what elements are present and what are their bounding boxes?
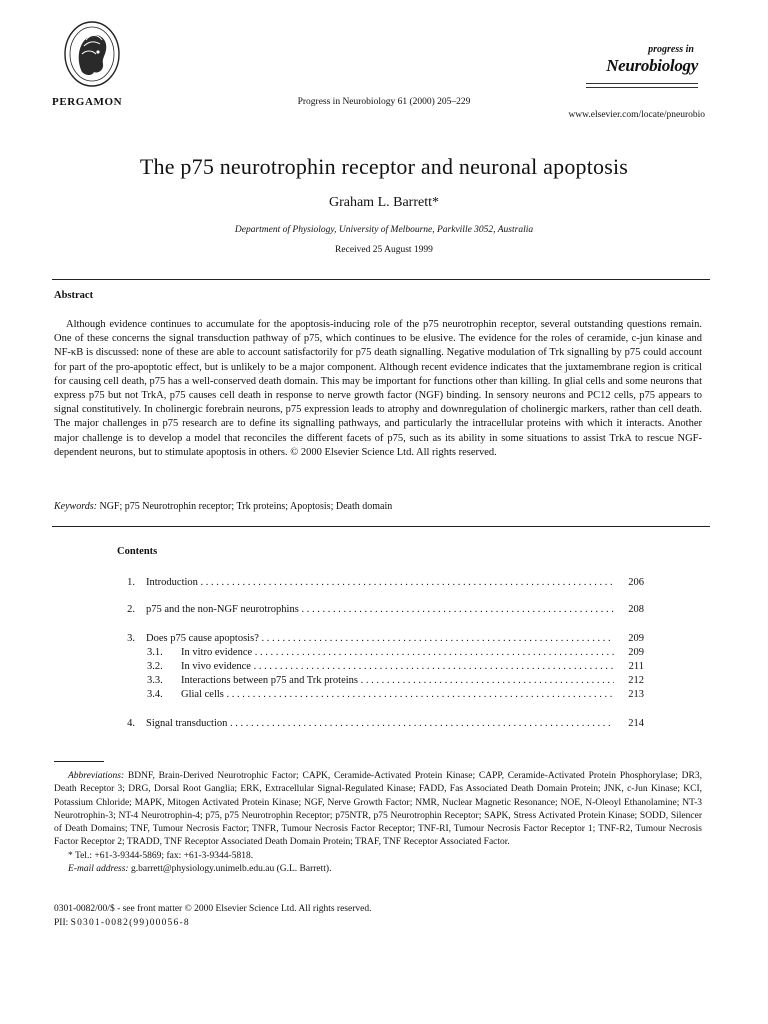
toc-number: 3.1. [147,647,163,658]
keywords-label: Keywords: [54,501,97,512]
journal-brand-logo [578,44,698,104]
toc-entry[interactable] [117,603,644,617]
journal-url: www.elsevier.com/locate/pneurobio [568,110,705,120]
toc-label: p75 and the non-NGF neurotrophins . . . [146,603,614,617]
pii-label: PII: [54,917,69,928]
received-date: Received 25 August 1999 [335,245,433,255]
toc-number: 2. [127,604,135,615]
abbreviations-text: BDNF, Brain-Derived Neurotrophic Factor; CAPK, Ceramide-Activated Protein Kinase; CAPP, Ceramide-Activated Protein Phosphorylase; DR3, Death Receptor 3; DRG, Dorsal Root Ganglia; ERK, Extracellular Signal-Regulated Kinase; FADD, Fas Associated Death Domain Protein; JNK, c-Jun Kinase; KCI, Potassium Chloride; MAPK, Mitogen Activated Protein Kinase; NGF, Nerve Growth Factor; NMR, Nuclear Magnetic Resonance; NOE, N-Oleoyl Ethanolamine; NT-3 Neurotrophin-3; NT-4 Neurotrophin-4; p75, p75 Neurotrophin Receptor; p75NTR, p75 Neurotrophin Receptor; SAPK, Stress Activated Protein Kinase; SODD, Silencer of Death Domains; TNF, Tumour Necrosis Factor; TNFR, Tumour Necrosis Factor Receptor; TNF-RI, Tumour Necrosis Factor Receptor 1; TNF-R2, Tumour Necrosis Factor Receptor 2; TRADD, TNF Receptor Associated Death Domain Protein; TRAF, TNF Receptor Associated Factor. [54,771,703,848]
toc-entry[interactable] [117,632,644,646]
toc-page: 211 [620,660,644,674]
toc-page: 209 [620,632,644,646]
toc-subentry[interactable] [117,646,644,660]
divider-middle [52,526,710,527]
footnote-block [54,770,702,876]
toc-number: 4. [127,718,135,729]
toc-label: Introduction . . . [146,576,614,590]
toc-page: 206 [620,576,644,590]
copyright-block [54,903,371,930]
toc-entry[interactable] [117,717,644,731]
toc-page: 208 [620,603,644,617]
toc-page: 214 [620,717,644,731]
contents-heading: Contents [117,546,158,557]
publisher-name: PERGAMON [52,96,123,108]
toc-label: Signal transduction . . . [146,717,614,731]
toc-number: 3.4. [147,689,163,700]
toc-number: 3.3. [147,675,163,686]
toc-label: Glial cells . . . [181,688,614,702]
toc-label: In vivo evidence . . . [181,660,614,674]
footnote-rule [54,761,104,762]
email-label: E-mail address: [68,864,129,875]
abstract-text: Although evidence continues to accumulate for the apoptosis-inducing role of the p75 neurotrophin receptor, several outstanding questions remain. One of these concerns the signal transduction pathway of p75, which continues to be elusive. The evidence for the roles of ceramide, c-jun kinase and NF-κB is discussed: none of these are able to account satisfactorily for p75 death signalling. Negative modulation of Trk signalling by p75 could account for part of the pro-apoptotic effect, but is unlikely to be a major component. Although recent evidence indicates that the juxtamembrane region is critical for causing cell death, p75 has a well-conserved death domain. This may be important for functions other than killing. In glial cells and some neurons that express p75 but not TrkA, p75 causes cell death in response to nerve growth factor (NGF) binding. In sensory neurons and PC12 cells, p75 appears to signal constitutively. In cholinergic forebrain neurons, p75 expression leads to atrophy and downregulation of cholinergic markers, rather than cell death. The major challenges in p75 research are to define its signalling pathways, and particularly the intracellular proteins with which it interacts. Another major challenge is to develop a model that reconciles the different facets of p75, such as its ability in some situations to assist TrkA to rescue NGF-dependent neurons, but to stimulate apoptosis in others. © 2000 Elsevier Science Ltd. All rights reserved. [54,319,702,458]
toc-page: 212 [620,674,644,688]
toc-page: 209 [620,646,644,660]
toc-label: Interactions between p75 and Trk proteins . . . [181,674,614,688]
toc-number: 3.2. [147,661,163,672]
brand-big-text: Neurobiology [606,56,698,75]
toc-number: 1. [127,577,135,588]
toc-number: 3. [127,633,135,644]
author-affiliation: Department of Physiology, University of Melbourne, Parkville 3052, Australia [234,225,534,235]
pii-value: S0301-0082(99)00056-8 [70,917,190,928]
brand-small-text: progress in [648,44,694,55]
toc-subentry[interactable] [117,688,644,702]
toc-entry[interactable] [117,576,644,590]
contact-phone: * Tel.: +61-3-9344-5869; fax: +61-3-9344-5818. [68,850,254,861]
email-address[interactable]: g.barrett@physiology.unimelb.edu.au (G.L. Barrett). [130,864,332,875]
abbreviations-note [54,770,702,850]
keywords-list: NGF; p75 Neurotrophin receptor; Trk proteins; Apoptosis; Death domain [99,501,393,512]
article-author: Graham L. Barrett* [328,195,439,210]
pii-line [54,917,371,931]
abstract-heading: Abstract [54,290,94,301]
journal-citation: Progress in Neurobiology 61 (2000) 205–229 [297,97,471,107]
contact-email-line [54,863,702,876]
keywords [54,501,392,512]
divider-top [52,279,710,280]
toc-subentry[interactable] [117,660,644,674]
toc-page: 213 [620,688,644,702]
toc-label: Does p75 cause apoptosis? . . . [146,632,614,646]
article-title: The p75 neurotrophin receptor and neuronal apoptosis [139,154,629,179]
toc-label: In vitro evidence . . . [181,646,614,660]
copyright-line: 0301-0082/00/$ - see front matter © 2000 Elsevier Science Ltd. All rights reserved. [54,904,372,914]
abbreviations-label: Abbreviations: [68,771,125,781]
toc-subentry[interactable] [117,674,644,688]
publisher-seal-logo [62,20,122,92]
